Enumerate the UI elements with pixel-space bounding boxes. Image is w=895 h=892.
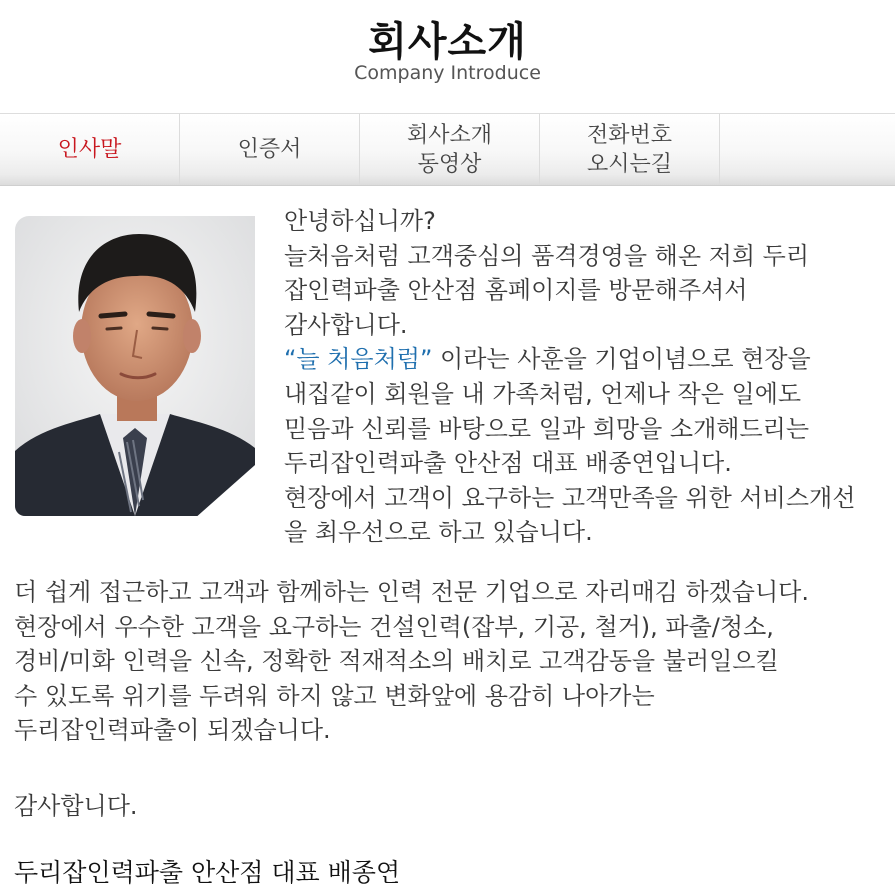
greeting-intro-text (284, 204, 889, 550)
page-title: 회사소개 (368, 19, 527, 65)
motto-continuation: 이라는 사훈을 기업이념으로 현장을 (432, 345, 811, 374)
tab-bar (0, 113, 895, 186)
intro-line: 두리잡인력파출 안산점 대표 배종연입니다. (284, 449, 732, 478)
ceo-portrait-image (15, 216, 255, 516)
tab-label: 인증서 (237, 137, 302, 162)
tab-label-line2: 동영상 (417, 151, 482, 177)
intro-line: 잡인력파출 안산점 홈페이지를 방문해주셔서 (284, 276, 748, 305)
intro-line: 감사합니다. (284, 310, 408, 339)
greeting-body-text (14, 575, 894, 748)
body-line: 현장에서 우수한 고객을 요구하는 건설인력(잡부, 기공, 철거), 파출/청소, (14, 612, 774, 641)
ceo-signature: 두리잡인력파출 안산점 대표 배종연 (14, 858, 401, 887)
ceo-portrait-photo (15, 216, 255, 516)
page-subtitle: Company Introduce (354, 62, 541, 84)
tab-greeting[interactable] (0, 114, 180, 185)
body-line: 수 있도록 위기를 두려워 하지 않고 변화앞에 용감히 나아가는 (14, 681, 655, 710)
tab-certificates[interactable] (180, 114, 360, 185)
intro-line: 현장에서 고객이 요구하는 고객만족을 위한 서비스개선 (284, 483, 856, 512)
intro-line: 안녕하십니까? (284, 207, 436, 235)
intro-line: 을 최우선으로 하고 있습니다. (284, 518, 593, 547)
tab-label-line1: 전화번호 (586, 122, 672, 148)
page-header (0, 0, 895, 112)
intro-line: 내집같이 회원을 내 가족처럼, 언제나 작은 일에도 (284, 379, 802, 408)
closing-thanks: 감사합니다. (14, 792, 138, 820)
intro-motto-line (284, 342, 889, 377)
tab-phone-directions[interactable] (540, 114, 720, 185)
body-line: 더 쉽게 접근하고 고객과 함께하는 인력 전문 기업으로 자리매김 하겠습니다. (14, 578, 809, 606)
intro-line: 늘처음처럼 고객중심의 품격경영을 해온 저희 두리 (284, 241, 810, 270)
tab-company-video[interactable] (360, 114, 540, 185)
tab-bar-filler (720, 114, 895, 185)
tab-label-line2: 오시는길 (586, 151, 672, 177)
company-motto: “늘 처음처럼” (284, 345, 433, 374)
body-line: 두리잡인력파출이 되겠습니다. (14, 716, 331, 745)
intro-line: 믿음과 신뢰를 바탕으로 일과 희망을 소개해드리는 (284, 414, 810, 443)
tab-label-line1: 회사소개 (406, 122, 492, 148)
tab-label: 인사말 (57, 137, 122, 162)
body-line: 경비/미화 인력을 신속, 정확한 적재적소의 배치로 고객감동을 불러일으킬 (14, 647, 779, 676)
